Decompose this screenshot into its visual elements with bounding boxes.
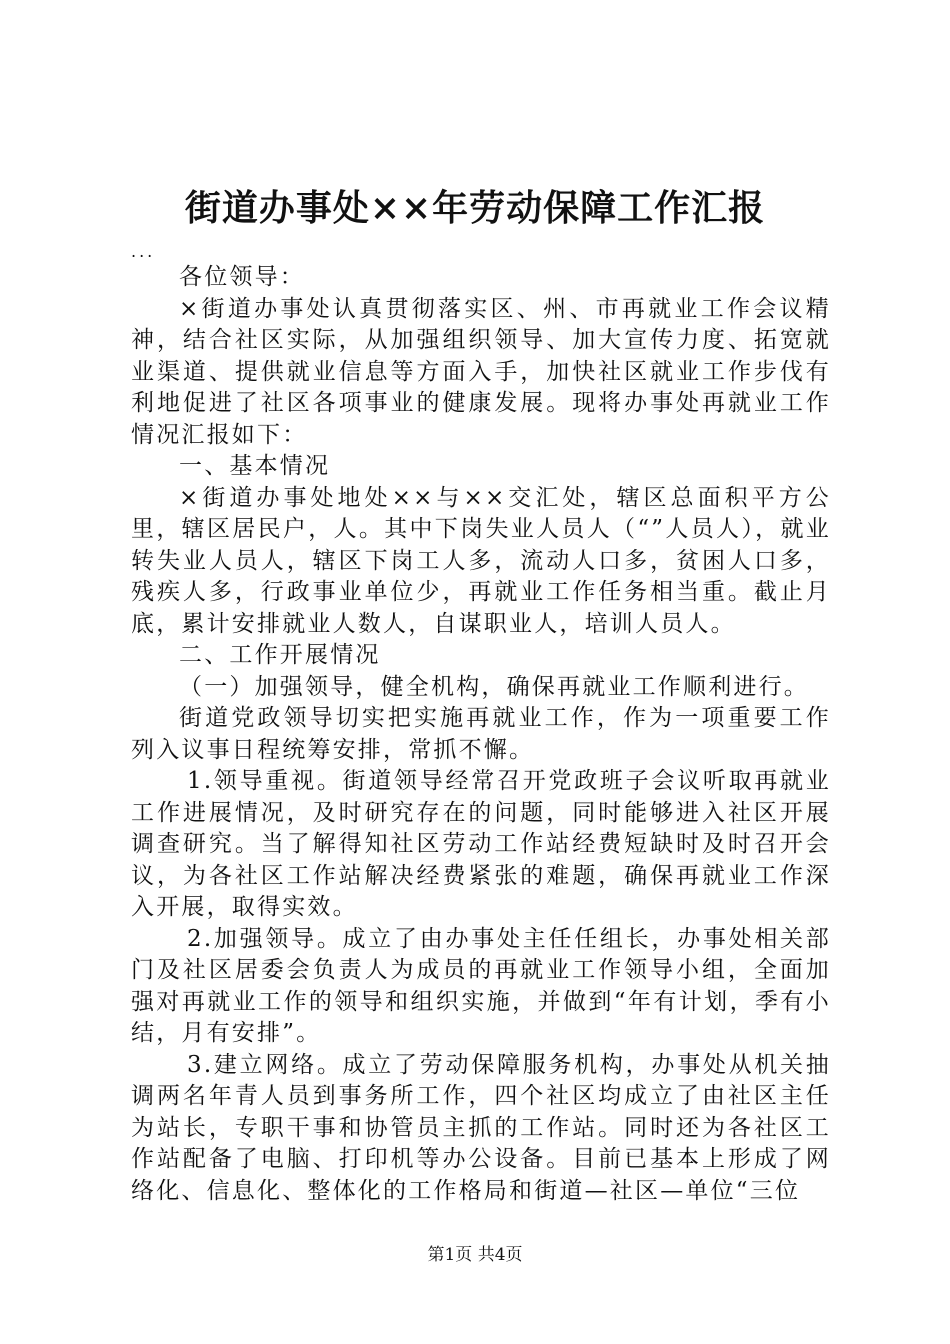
section-heading-basic: 一、基本情况 [179,453,331,479]
item-3-paragraph: 3.建立网络。成立了劳动保障服务机构，办事处从机关抽调两名年青人员到事务所工作，四个社区均成立了由社区主任为站长，专职干事和协管员主抓的工作站。同时还为各社区工作站配备了电脑、打印机等办公设备。目前已基本上形成了网络化、信息化、整体化的工作格局和街道—社区—单位“三位 [131,1051,831,1204]
leadership-paragraph: 街道党政领导切实把实施再就业工作，作为一项重要工作列入议事日程统筹安排，常抓不懈。 [131,705,831,763]
section-heading-work: 二、工作开展情况 [179,642,381,668]
item-2-paragraph: 2.加强领导。成立了由办事处主任任组长，办事处相关部门及社区居委会负责人为成员的再就业工作领导小组，全面加强对再就业工作的领导和组织实施，并做到“年有计划，季有小结，月有安排”。 [131,925,831,1046]
ellipsis-line: ... [131,242,156,261]
document-title: 街道办事处××年劳动保障工作汇报 [184,187,766,229]
subsection-heading-1: （一）加强领导，健全机构，确保再就业工作顺利进行。 [179,673,809,700]
page-footer: 第1页 共4页 [427,1245,523,1265]
item-1-paragraph: 1.领导重视。街道领导经常召开党政班子会议听取再就业工作进展情况，及时研究存在的问题，同时能够进入社区开展调查研究。当了解得知社区劳动工作站经费短缺时及时召开会议，为各社区工作站解决经费紧张的难题，确保再就业工作深入开展，取得实效。 [131,768,831,920]
basic-info-paragraph: ×街道办事处地处××与××交汇处，辖区总面积平方公里，辖区居民户，人。其中下岗失业人员人（“”人员人），就业转失业人员人，辖区下岗工人多，流动人口多，贫困人口多，残疾人多，行政事业单位少，再就业工作任务相当重。截止月底，累计安排就业人数人，自谋职业人，培训人员人。 [131,484,831,637]
salutation: 各位领导： [179,264,305,290]
intro-paragraph: ×街道办事处认真贯彻落实区、州、市再就业工作会议精神，结合社区实际，从加强组织领导、加大宣传力度、拓宽就业渠道、提供就业信息等方面入手，加快社区就业工作步伐有利地促进了社区各项事业的健康发展。现将办事处再就业工作情况汇报如下： [131,295,831,448]
document-body [131,242,831,1207]
